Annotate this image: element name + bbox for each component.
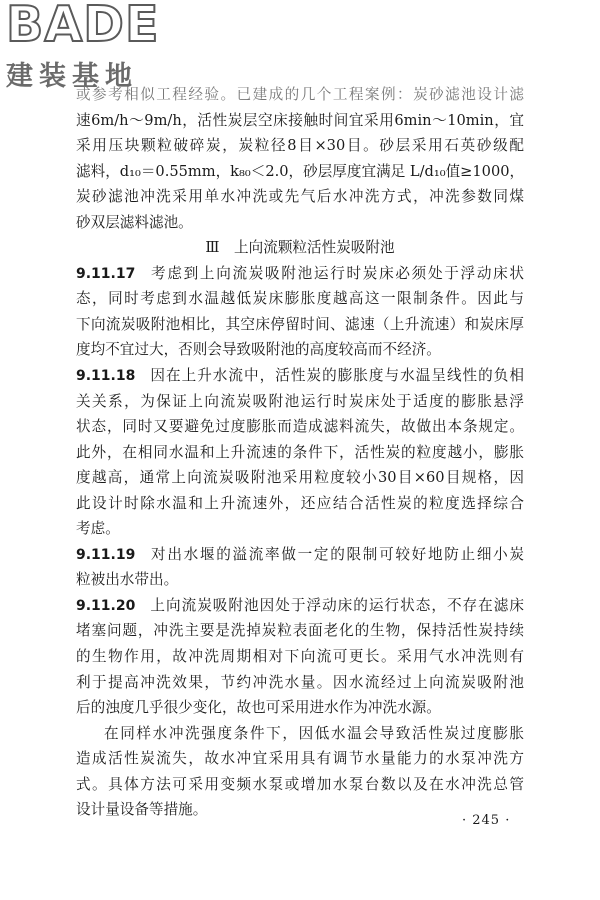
section-title: Ⅲ 上向流颗粒活性炭吸附池: [205, 239, 395, 257]
clause-number: 9.11.17: [76, 265, 136, 282]
clause-number: 9.11.20: [76, 597, 136, 614]
text-line: 关关系，为保证上向流炭吸附池运行时炭床处于适度的膨胀悬浮: [76, 392, 524, 410]
paragraph-first-line: 在同样水冲洗强度条件下，因低水温会导致活性炭过度膨胀: [104, 724, 524, 742]
logo-subtitle: 建装基地: [6, 61, 138, 92]
text-line: 度均不宜过大，否则会导致吸附池的高度较高而不经济。: [76, 341, 441, 359]
logo-wordmark: BADE: [6, 0, 160, 53]
watermark-logo: [0, 0, 190, 92]
text-line: 此设计时除水温和上升流速外，还应结合活性炭的粒度选择综合: [76, 494, 524, 512]
text-line: 采用压块颗粒破碎炭，炭粒径8目×30目。砂层采用石英砂级配: [76, 137, 524, 155]
clause-text: 考虑到上向流炭吸附池运行时炭床必须处于浮动床状: [149, 264, 524, 282]
clause-number: 9.11.19: [76, 546, 136, 563]
clause-number: 9.11.18: [76, 368, 136, 385]
text-line: 速6m/h～9m/h，活性炭层空床接触时间宜采用6min～10min，宜: [76, 111, 524, 129]
text-line: 的生物作用，故冲洗周期相对下向流可更长。采用气水冲洗则有: [76, 648, 524, 666]
text-line: 炭砂滤池冲洗采用单水冲洗或先气后水冲洗方式，冲洗参数同煤: [76, 188, 524, 206]
clause-heading: [76, 593, 524, 619]
text-line: 状态，同时又要避免过度膨胀而造成滤料流失，故做出本条规定。: [76, 418, 524, 436]
page-body: [76, 82, 524, 823]
clause-text: 上向流炭吸附池因处于浮动床的运行状态，不存在滤床: [149, 596, 524, 614]
text-line: 后的浊度几乎很少变化，故也可采用进水作为冲洗水源。: [76, 699, 441, 717]
clause-text: 对出水堰的溢流率做一定的限制可较好地防止细小炭: [149, 545, 524, 563]
clause-heading: [76, 542, 524, 568]
text-line: 造成活性炭流失，故水冲宜采用具有调节水量能力的水泵冲洗方: [76, 750, 524, 768]
text-line: 态，同时考虑到水温越低炭床膨胀度越高这一限制条件。因此与: [76, 290, 524, 308]
text-line: 度越高，通常上向流炭吸附池采用粒度较小30目×60目规格，因: [76, 469, 524, 487]
clause-heading: [76, 261, 524, 287]
text-line: 堵塞问题，冲洗主要是洗掉炭粒表面老化的生物，保持活性炭持续: [76, 622, 524, 640]
text-line: 此外，在相同水温和上升流速的条件下，活性炭的粒度越小，膨胀: [76, 443, 524, 461]
text-line: 设计量设备等措施。: [76, 801, 208, 819]
text-line: 或参考相似工程经验。已建成的几个工程案例：炭砂滤池设计滤: [76, 86, 524, 103]
text-line: 下向流炭吸附池相比，其空床停留时间、滤速（上升流速）和炭床厚: [76, 315, 524, 333]
text-line: 砂双层滤料滤池。: [76, 213, 193, 231]
text-line: 考虑。: [76, 520, 120, 538]
page-number: · 245 ·: [462, 813, 511, 828]
clause-text: 因在上升水流中，活性炭的膨胀度与水温呈线性的负相: [149, 367, 524, 385]
clause-heading: [76, 363, 524, 389]
text-line: 滤料，d₁₀＝0.55mm，k₈₀＜2.0，砂层厚度宜满足 L/d₁₀值≥1000，: [76, 162, 524, 180]
text-line: 粒被出水带出。: [76, 571, 179, 589]
text-line: 式。具体方法可采用变频水泵或增加水泵台数以及在水冲洗总管: [76, 775, 524, 793]
text-line: 利于提高冲洗效果，节约冲洗水量。因水流经过上向流炭吸附池: [76, 673, 524, 691]
